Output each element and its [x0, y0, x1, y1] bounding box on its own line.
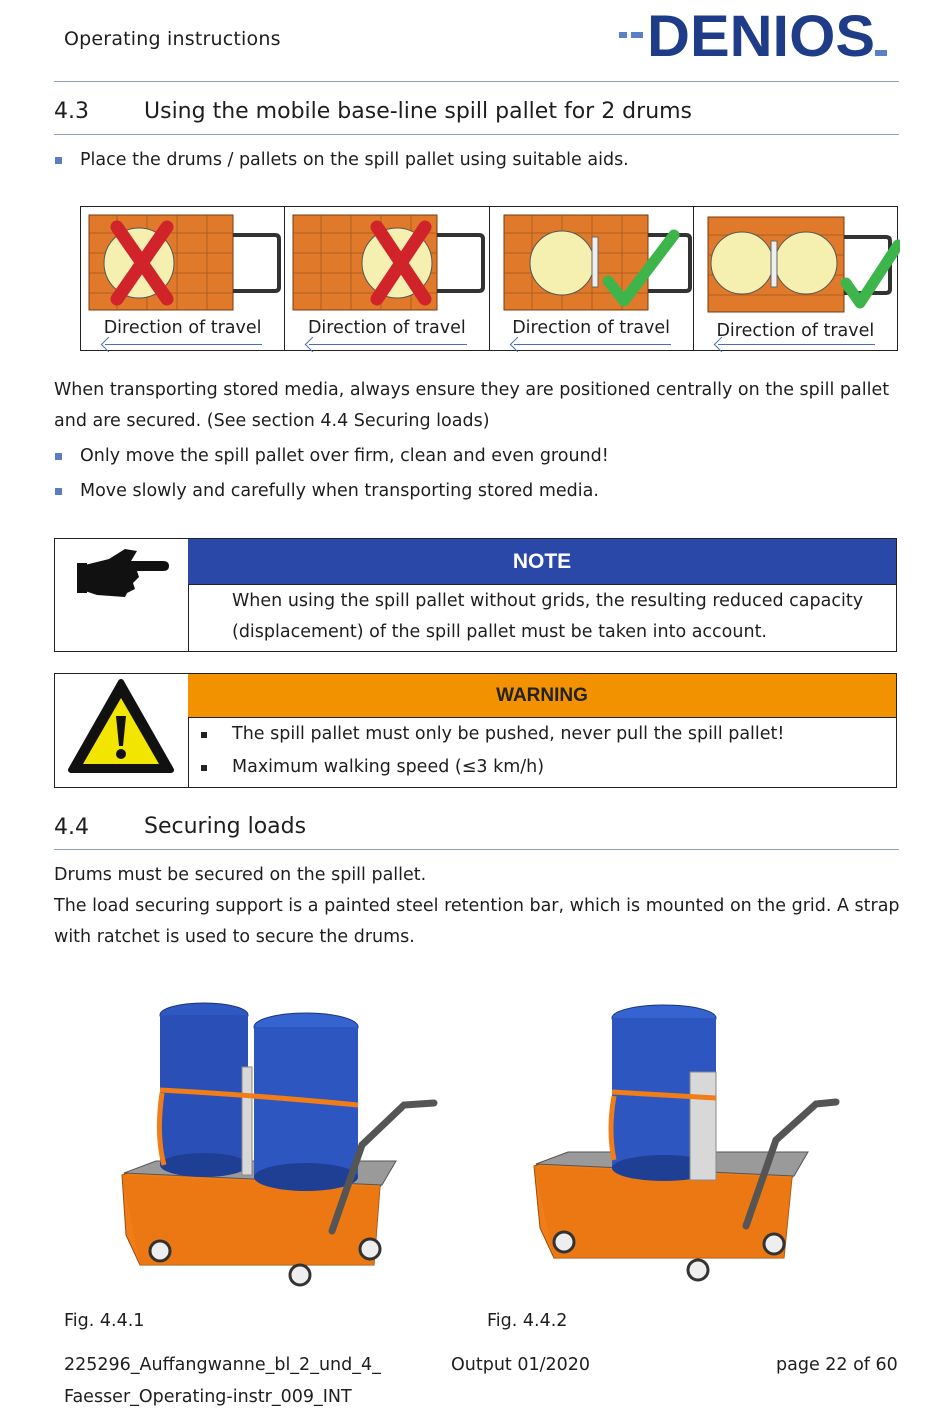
figure-spill-pallet-two-drums: [104, 995, 454, 1300]
document-header-title: Operating instructions: [64, 28, 281, 50]
securing-paragraph-2: The load securing support is a painted steel retention bar, which is mounted on the grid. A strap with ratchet is used to secure the drums.: [54, 896, 900, 947]
section-title: Using the mobile base-line spill pallet for 2 drums: [144, 99, 693, 124]
note-box: [54, 538, 897, 652]
figure-caption: Fig. 4.4.2: [487, 1311, 568, 1331]
figure-spill-pallet-one-drum: [526, 1000, 856, 1290]
pallet-diagram: [700, 213, 900, 313]
warning-icon-cell: [55, 674, 189, 787]
direction-arrow: [309, 344, 466, 345]
bullet-marker: [201, 765, 207, 771]
direction-label: Direction of travel: [512, 318, 671, 338]
position-cell: [81, 207, 285, 350]
bullet-text: Place the drums / pallets on the spill pallet using suitable aids.: [80, 150, 629, 170]
footer-doc-id-line2: Faesser_Operating-instr_009_INT: [64, 1387, 352, 1407]
position-cell: [694, 207, 897, 350]
warning-item: Maximum walking speed (≤3 km/h): [232, 757, 545, 777]
direction-label: Direction of travel: [307, 318, 466, 338]
position-cell: [490, 207, 694, 350]
warning-triangle-icon: [67, 678, 175, 776]
section-number: 4.4: [54, 815, 89, 840]
direction-arrow: [718, 344, 875, 345]
note-heading: NOTE: [188, 539, 896, 585]
warning-item: The spill pallet must only be pushed, never pull the spill pallet!: [232, 724, 785, 744]
bullet-text: Only move the spill pallet over firm, clean and even ground!: [80, 446, 609, 466]
note-icon-cell: [55, 539, 189, 651]
transport-paragraph: When transporting stored media, always ensure they are positioned centrally on the spill pallet and are secured. (See section 4.4 Securing loads): [54, 380, 890, 431]
bullet-marker: [55, 453, 62, 460]
pallet-diagram: [87, 213, 283, 313]
warning-heading: WARNING: [188, 674, 896, 718]
bullet-marker: [201, 732, 207, 738]
section-title: Securing loads: [144, 814, 307, 839]
denios-logo: [617, 6, 889, 62]
pallet-diagram: [496, 213, 692, 313]
bullet-text: Move slowly and carefully when transporting stored media.: [80, 481, 599, 501]
bullet-marker: [55, 488, 62, 495]
pallet-diagram: [291, 213, 487, 313]
direction-arrow: [105, 344, 262, 345]
pallet-position-table: [80, 206, 898, 351]
footer-page-number: page 22 of 60: [776, 1355, 898, 1375]
direction-label: Direction of travel: [716, 321, 875, 341]
bullet-marker: [55, 157, 62, 164]
securing-paragraph-1: Drums must be secured on the spill pallet.: [54, 865, 427, 885]
direction-label: Direction of travel: [103, 318, 262, 338]
pointing-hand-icon: [75, 543, 175, 603]
section-number: 4.3: [54, 99, 89, 124]
position-cell: [285, 207, 489, 350]
footer-doc-id-line1: 225296_Auffangwanne_bl_2_und_4_: [64, 1355, 381, 1375]
direction-arrow: [514, 344, 671, 345]
note-text: When using the spill pallet without grids, the resulting reduced capacity (displacement) of the spill pallet must be taken into account.: [232, 591, 864, 642]
svg-text:DENIOS: DENIOS: [647, 6, 875, 62]
footer-output: Output 01/2020: [451, 1355, 591, 1375]
figure-caption: Fig. 4.4.1: [64, 1311, 145, 1331]
warning-box: [54, 673, 897, 788]
